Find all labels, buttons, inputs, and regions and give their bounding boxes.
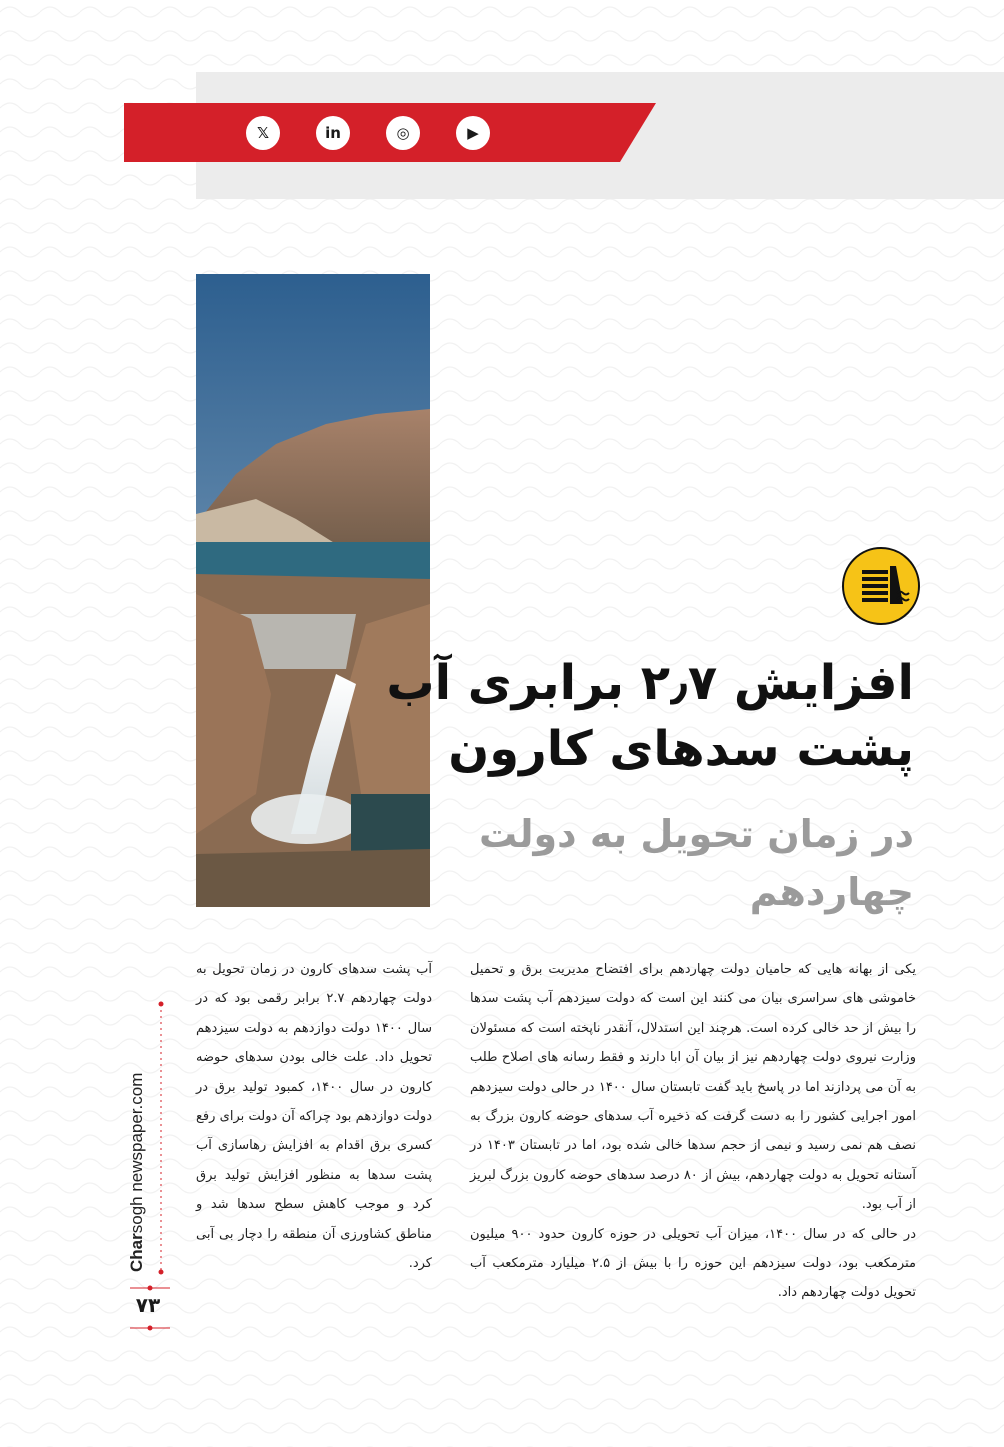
dam-icon (841, 546, 921, 626)
article-column-right (470, 955, 916, 1308)
instagram-icon[interactable]: ◎ (386, 116, 420, 150)
x-twitter-icon[interactable]: 𝕏 (246, 116, 280, 150)
article-paragraph: یکی از بهانه هایی که حامیان دولت چهاردهم برای افتضاح مدیریت برق و تحمیل خاموشی های سراسری بیان می کنند این است که دولت سیزدهم آب پشت سدها را بیش از حد خالی کرده است. هرچند این استدلال، آنقدر ناپخته است که مسئولان وزارت نیروی دولت چهاردهم نیز از بیان آن ابا دارند و فقط رسانه های اصلاح طلب به آن می پردازند اما در پاسخ باید گفت تابستان سال ۱۴۰۰ در حالی دولت سیزدهم امور اجرایی کشور را به دست گرفت که ذخیره آب سدهای حوضه کارون بزرگ به نصف هم نمی رسید و نیمی از حجم سدها خالی شده بود، اما در تابستان ۱۴۰۳ در آستانه تحویل به دولت چهاردهم، بیش از ۸۰ درصد سدهای حوضه کارون بزرگ لبریز از آب بود. (470, 962, 916, 1213)
youtube-icon[interactable]: ▶ (456, 116, 490, 150)
headline: افزایش ۲٫۷ برابری آب پشت سدهای کارون (386, 655, 914, 777)
article-paragraph: آب پشت سدهای کارون در زمان تحویل به دولت چهاردهم ۲.۷ برابر رقمی بود که در سال ۱۴۰۰ دولت دوازدهم به دولت سیزدهم تحویل داد. علت خالی بودن سدهای حوضه کارون در سال ۱۴۰۰، کمبود تولید برق در دولت دوازدهم بود چراکه آن دولت برای رفع کسری برق اقدام به افزایش رهاسازی آب پشت سدها به منظور افزایش تولید برق کرد و موجب کاهش سطح سدها شد و مناطق کشاورزی آن منطقه را دچار بی آبی کرد. (196, 962, 433, 1272)
page-number: ۷۳ (135, 1293, 161, 1317)
brand-bold: Char (127, 1233, 146, 1272)
brand-rest: sogh newspaper.com (127, 1072, 146, 1234)
newspaper-url[interactable] (127, 1073, 147, 1272)
article-paragraph: در حالی که در سال ۱۴۰۰، میزان آب تحویلی در حوزه کارون حدود ۹۰۰ میلیون مترمکعب بود، دولت سیزدهم این حوزه را با بیش از ۲.۵ میلیارد مترمکعب آب تحویل دولت چهاردهم داد. (470, 1226, 916, 1301)
subhead: در زمان تحویل به دولت چهاردهم (479, 812, 914, 914)
article-column-left (196, 955, 432, 1278)
linkedin-icon[interactable]: in (316, 116, 350, 150)
